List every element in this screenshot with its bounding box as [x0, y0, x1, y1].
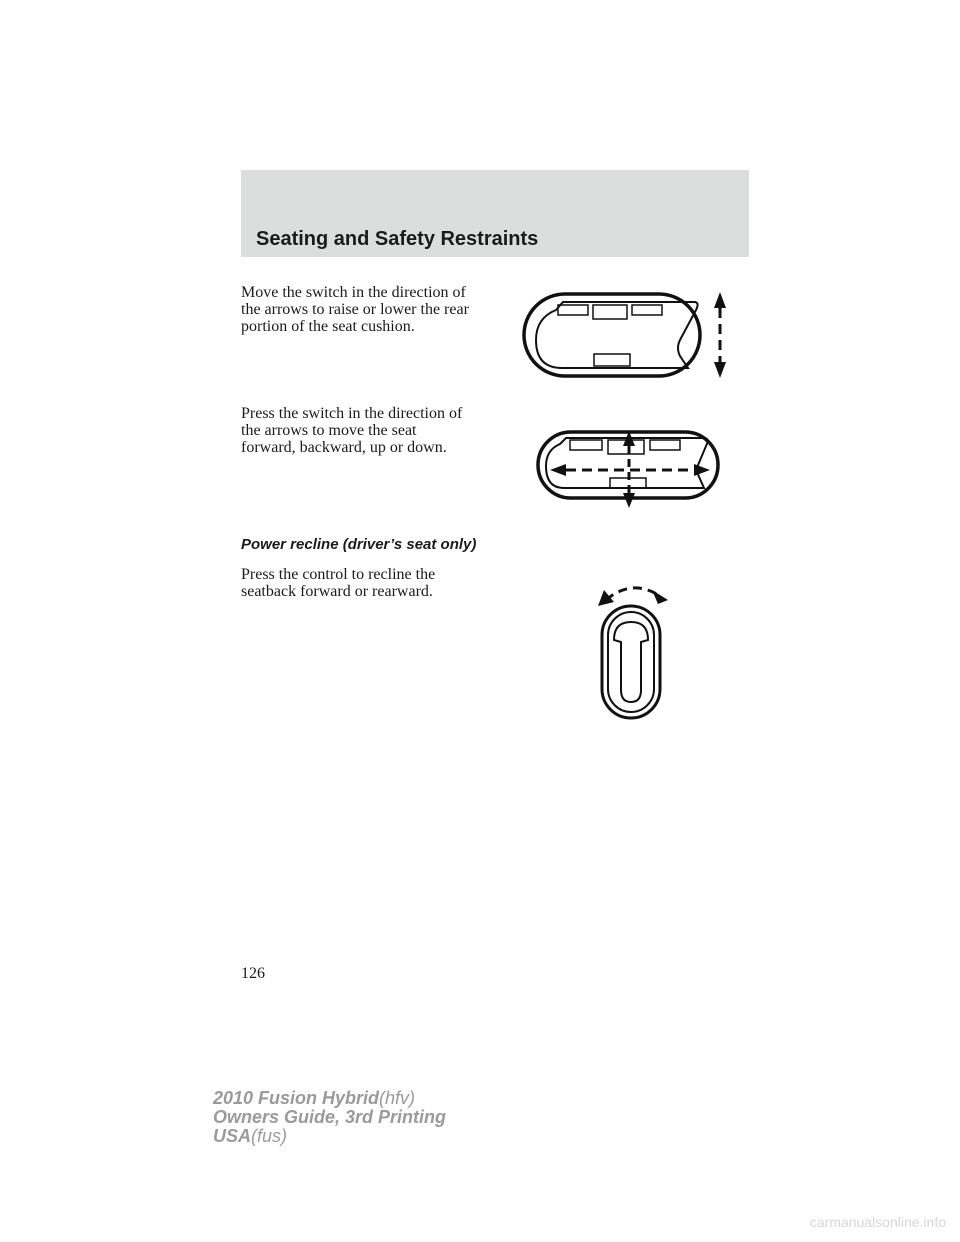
paragraph-seat-move [241, 405, 511, 456]
paragraph-rear-cushion [241, 284, 511, 335]
footer-model: 2010 Fusion Hybrid [213, 1088, 380, 1108]
footer-market-code: (fus) [251, 1126, 288, 1146]
text-line: seatback forward or rearward. [241, 583, 433, 600]
text-line: portion of the seat cushion. [241, 318, 415, 335]
seat-move-switch-illustration [534, 428, 724, 512]
page-number: 126 [241, 965, 265, 982]
text-line: the arrows to raise or lower the rear [241, 301, 469, 318]
section-title: Seating and Safety Restraints [256, 228, 539, 250]
footer-guide: Owners Guide, 3rd Printing [213, 1107, 447, 1127]
footer-model-code: (hfv) [379, 1088, 416, 1108]
subheading-power-recline: Power recline (driver’s seat only) [241, 536, 477, 553]
paragraph-recline [241, 566, 511, 600]
text-line: the arrows to move the seat [241, 422, 417, 439]
text-line: Move the switch in the direction of [241, 284, 466, 301]
text-line: Press the control to recline the [241, 566, 436, 583]
text-line: forward, backward, up or down. [241, 439, 447, 456]
text-line: Press the switch in the direction of [241, 405, 463, 422]
footer-market: USA [213, 1126, 252, 1146]
document-footer [213, 1089, 446, 1146]
watermark: carmanualsonline.info [809, 1214, 946, 1230]
recline-control-illustration [592, 578, 676, 726]
rear-cushion-switch-illustration [518, 288, 742, 382]
